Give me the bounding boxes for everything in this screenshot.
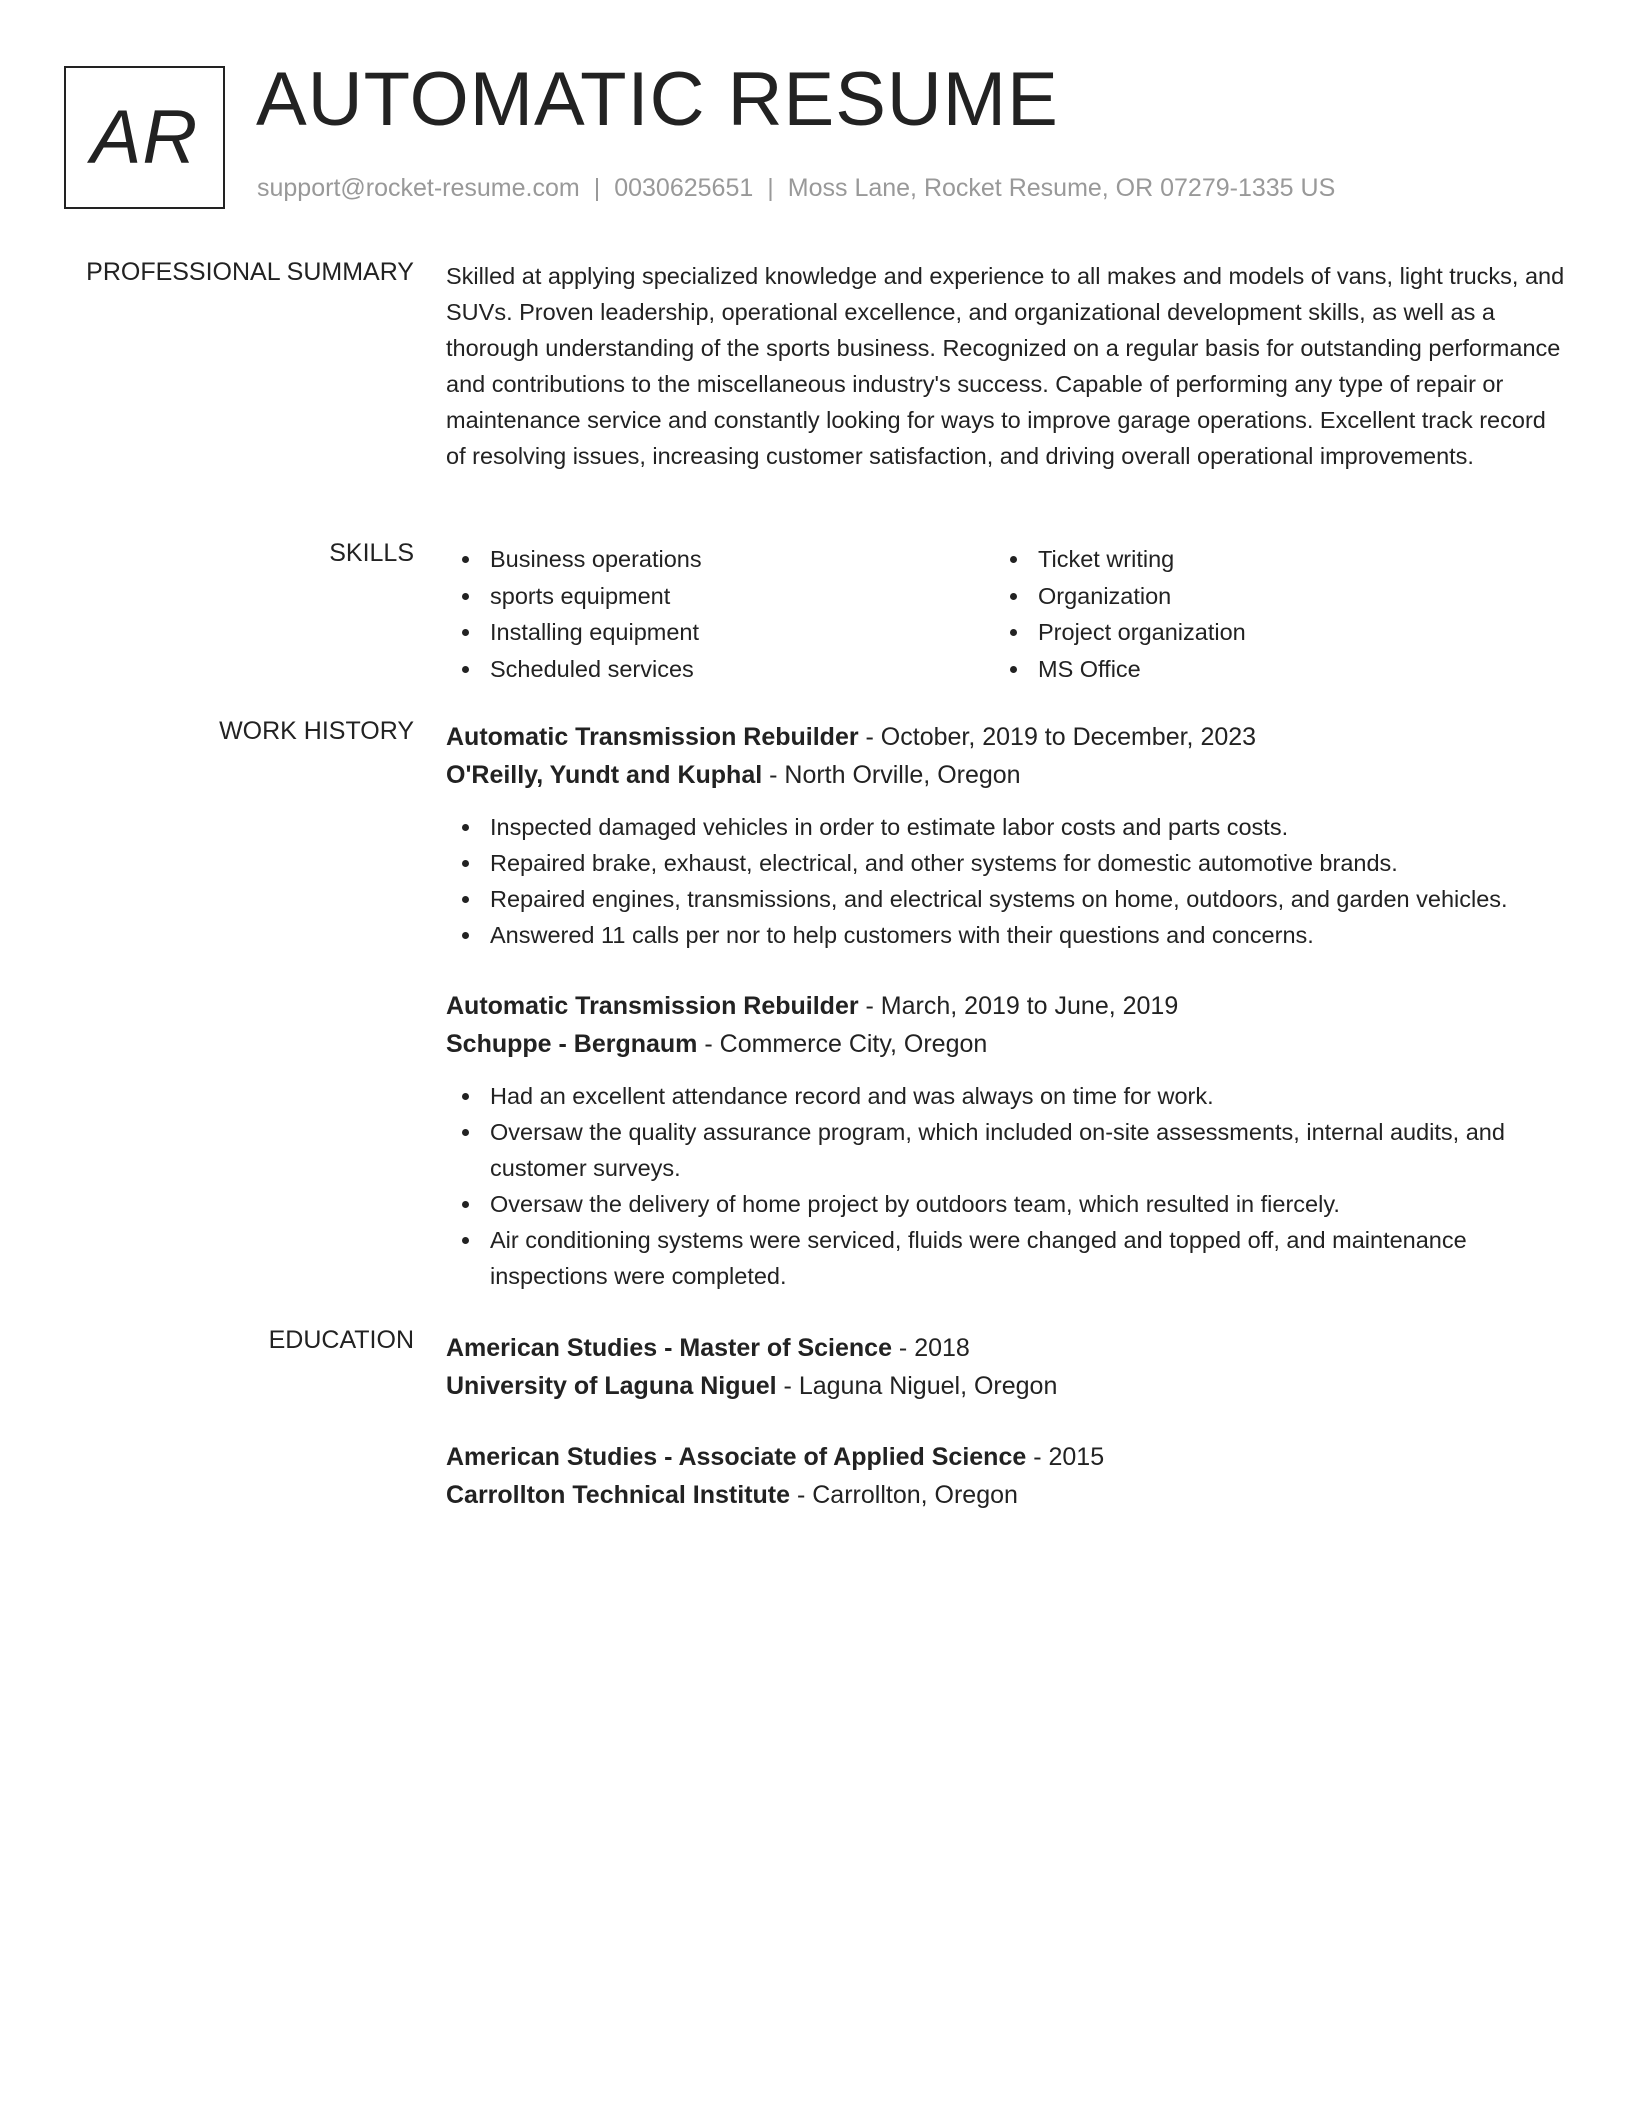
skills-column-left — [446, 541, 994, 688]
contact-address: Moss Lane, Rocket Resume, OR 07279-1335 US — [787, 174, 1336, 202]
job-company-line — [446, 1025, 1566, 1063]
job-title: Automatic Transmission Rebuilder — [446, 723, 859, 751]
education-degree-line — [446, 1329, 1566, 1367]
work-entry — [446, 718, 1566, 953]
skill-item: sports equipment — [446, 578, 994, 615]
education-school-line — [446, 1367, 1566, 1405]
education-degree: American Studies - Associate of Applied Science — [446, 1443, 1027, 1471]
job-bullet: Had an excellent attendance record and was always on time for work. — [446, 1078, 1566, 1114]
work-entry — [446, 987, 1566, 1294]
education-entry — [446, 1438, 1566, 1514]
job-company-line — [446, 756, 1566, 794]
job-title-line — [446, 718, 1566, 756]
job-bullet: Oversaw the quality assurance program, which included on-site assessments, internal audits, and customer surveys. — [446, 1114, 1566, 1186]
education-location: - Laguna Niguel, Oregon — [776, 1372, 1058, 1400]
job-bullet: Air conditioning systems were serviced, fluids were changed and topped off, and maintenance inspections were completed. — [446, 1222, 1566, 1294]
job-company: Schuppe - Bergnaum — [446, 1030, 698, 1058]
skills-list — [446, 541, 1566, 688]
contact-separator: | — [767, 174, 774, 202]
skill-item: Scheduled services — [446, 651, 994, 688]
education-degree-line — [446, 1438, 1566, 1476]
contact-phone: 0030625651 — [614, 174, 754, 202]
education-school: Carrollton Technical Institute — [446, 1481, 791, 1509]
section-label-education: EDUCATION — [268, 1326, 414, 1354]
job-bullet: Repaired engines, transmissions, and electrical systems on home, outdoors, and garden vehicles. — [446, 881, 1566, 917]
job-dates: - October, 2019 to December, 2023 — [858, 723, 1257, 751]
job-bullets — [446, 809, 1566, 953]
job-bullet: Oversaw the delivery of home project by outdoors team, which resulted in fiercely. — [446, 1186, 1566, 1222]
education-degree: American Studies - Master of Science — [446, 1334, 892, 1362]
skill-item: Ticket writing — [994, 541, 1542, 578]
education-school: University of Laguna Niguel — [446, 1372, 777, 1400]
job-bullet: Inspected damaged vehicles in order to estimate labor costs and parts costs. — [446, 809, 1566, 845]
section-label-work: WORK HISTORY — [219, 717, 414, 745]
education-school-line — [446, 1476, 1566, 1514]
skill-item: MS Office — [994, 651, 1542, 688]
summary-text: Skilled at applying specialized knowledge and experience to all makes and models of vans, light trucks, and SUVs. Proven leadership, operational excellence, and organizational development skills, as well as a thorough understanding of the sports business. Recognized on a regular basis for outstanding performance and contributions to the miscellaneous industry's success. Capable of performing any type of repair or maintenance service and constantly looking for ways to improve garage operations. Excellent track record of resolving issues, increasing customer satisfaction, and driving overall operational improvements. — [446, 263, 1565, 469]
job-location: - North Orville, Oregon — [762, 761, 1021, 789]
job-location: - Commerce City, Oregon — [697, 1030, 988, 1058]
job-dates: - March, 2019 to June, 2019 — [858, 992, 1179, 1020]
education-entry — [446, 1329, 1566, 1405]
education-location: - Carrollton, Oregon — [790, 1481, 1018, 1509]
skill-item: Organization — [994, 578, 1542, 615]
candidate-name: AUTOMATIC RESUME — [256, 57, 1059, 142]
section-label-summary: PROFESSIONAL SUMMARY — [86, 258, 414, 286]
job-bullet: Answered 11 calls per nor to help customers with their questions and concerns. — [446, 917, 1566, 953]
contact-line — [257, 174, 1335, 203]
job-bullet: Repaired brake, exhaust, electrical, and other systems for domestic automotive brands. — [446, 845, 1566, 881]
job-title-line — [446, 987, 1566, 1025]
job-bullets — [446, 1078, 1566, 1294]
section-label-skills: SKILLS — [329, 539, 414, 567]
monogram-initials: AR — [90, 95, 199, 180]
job-company: O'Reilly, Yundt and Kuphal — [446, 761, 763, 789]
skill-item: Business operations — [446, 541, 994, 578]
skill-item: Project organization — [994, 614, 1542, 651]
job-title: Automatic Transmission Rebuilder — [446, 992, 859, 1020]
contact-email: support@rocket-resume.com — [257, 174, 580, 202]
education-year: - 2018 — [891, 1334, 970, 1362]
skills-column-right — [994, 541, 1542, 688]
contact-separator: | — [593, 174, 601, 202]
monogram-box — [64, 66, 225, 209]
education-year: - 2015 — [1026, 1443, 1105, 1471]
skill-item: Installing equipment — [446, 614, 994, 651]
